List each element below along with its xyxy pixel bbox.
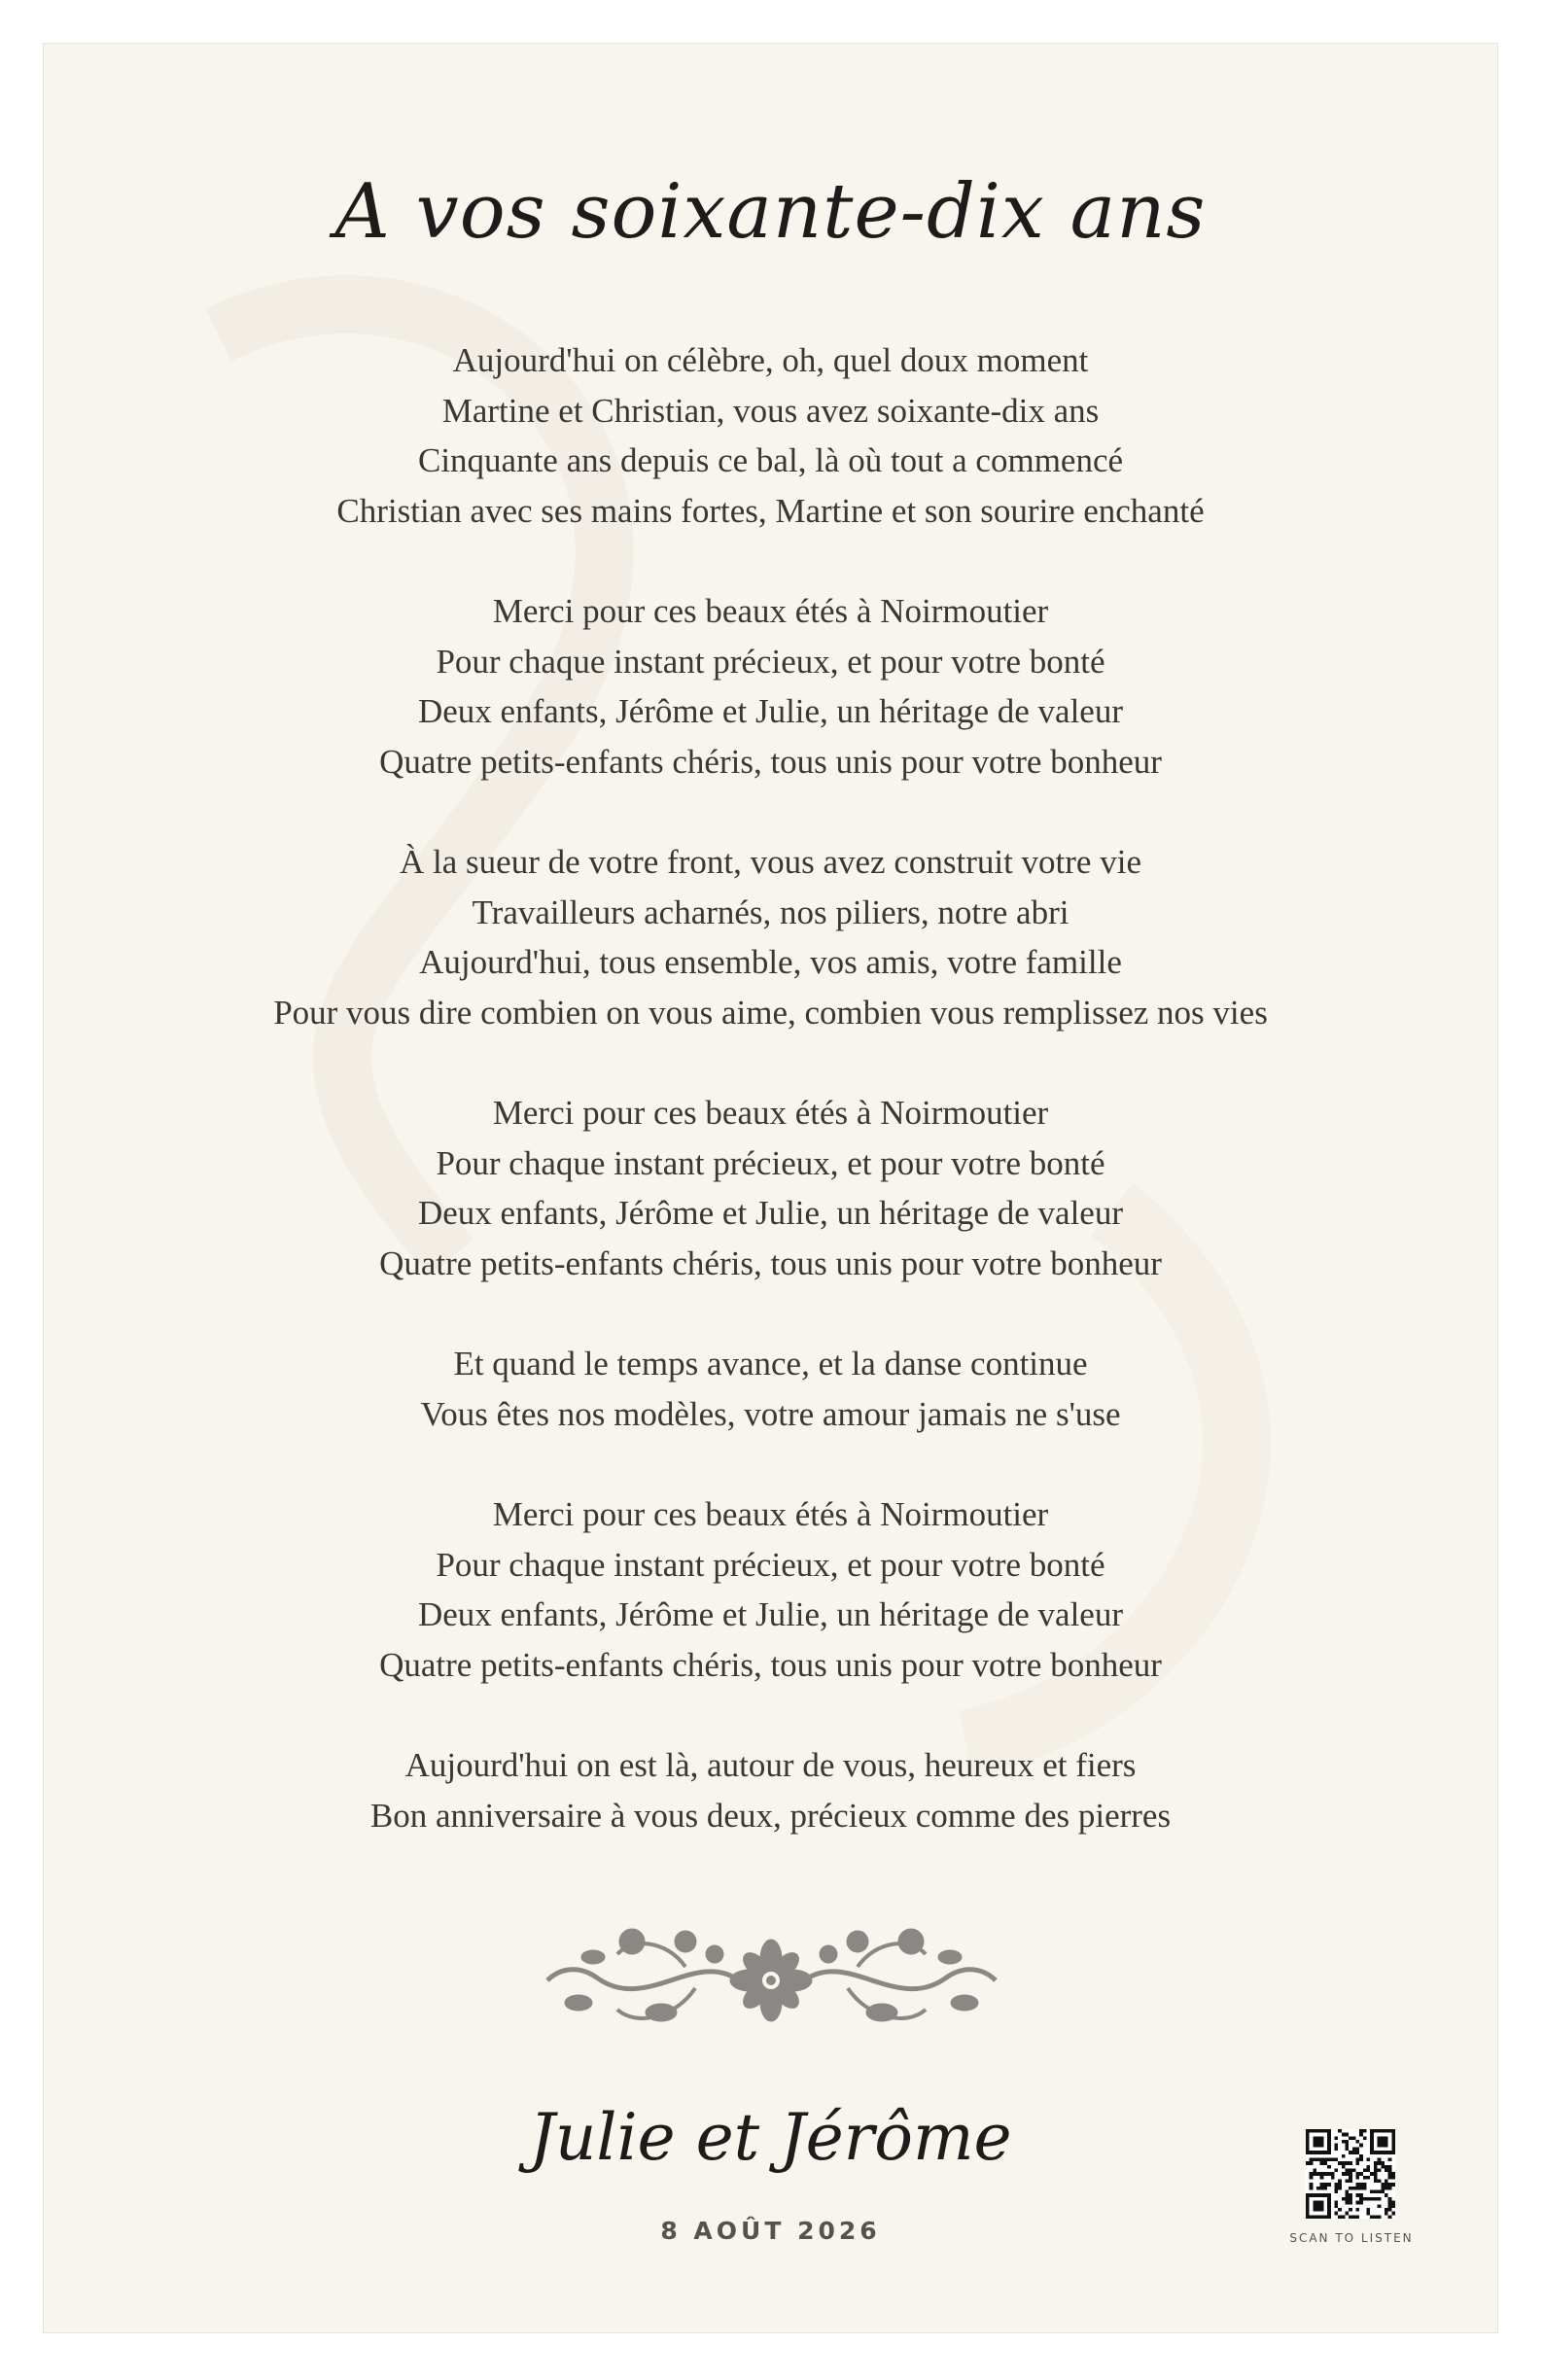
poem-line: Pour chaque instant précieux, et pour votre bonté — [436, 1143, 1105, 1182]
poem-line: Deux enfants, Jérôme et Julie, un héritage de valeur — [417, 692, 1123, 730]
poem-stanza — [44, 1339, 1497, 1439]
poem-line: Deux enfants, Jérôme et Julie, un héritage de valeur — [417, 1194, 1123, 1232]
event-date: 8 AOÛT 2026 — [660, 2217, 881, 2245]
poem-line: Deux enfants, Jérôme et Julie, un héritage de valeur — [417, 1595, 1123, 1633]
poem-line: Quatre petits-enfants chéris, tous unis pour votre bonheur — [379, 742, 1162, 781]
poem-sheet — [43, 43, 1498, 2333]
poem-line: Pour chaque instant précieux, et pour votre bonté — [436, 1545, 1105, 1584]
poem-line: Cinquante ans depuis ce bal, là où tout a commencé — [417, 441, 1124, 479]
poem-stanza — [44, 837, 1497, 1037]
poem-line: Aujourd'hui on est là, autour de vous, heureux et fiers — [404, 1746, 1137, 1784]
qr-code-icon[interactable] — [1306, 2129, 1395, 2219]
poem-line: Travailleurs acharnés, nos piliers, notre abri — [472, 892, 1070, 931]
poem-line: Et quand le temps avance, et la danse continue — [453, 1345, 1088, 1382]
signature: Julie et Jérôme — [529, 2100, 1012, 2175]
poem-title: A vos soixante-dix ans — [334, 168, 1207, 256]
poem-line: Vous êtes nos modèles, votre amour jamais ne s'use — [420, 1394, 1121, 1433]
poem-line: À la sueur de votre front, vous avez construit votre vie — [400, 843, 1141, 881]
poem-line: Pour vous dire combien on vous aime, combien vous remplissez nos vies — [273, 993, 1268, 1032]
poem-stanza — [44, 1088, 1497, 1288]
poem-stanza — [44, 1740, 1497, 1840]
floral-divider-icon — [540, 1920, 1003, 2037]
poem-line: Martine et Christian, vous avez soixante-dix ans — [441, 391, 1100, 430]
poem-stanza — [44, 1489, 1497, 1690]
poem-line: Christian avec ses mains fortes, Martine et son sourire enchanté — [336, 491, 1205, 530]
poem-stanza — [44, 335, 1497, 536]
poem-line: Merci pour ces beaux étés à Noirmoutier — [492, 1495, 1049, 1533]
poem-line: Quatre petits-enfants chéris, tous unis pour votre bonheur — [379, 1645, 1162, 1684]
poem-body — [44, 335, 1497, 1891]
poem-line: Aujourd'hui on célèbre, oh, quel doux moment — [452, 341, 1089, 379]
poem-line: Aujourd'hui, tous ensemble, vos amis, votre famille — [419, 943, 1122, 981]
qr-caption: SCAN TO LISTEN — [1289, 2231, 1414, 2245]
poem-line: Bon anniversaire à vous deux, précieux comme des pierres — [369, 1796, 1172, 1835]
poem-line: Merci pour ces beaux étés à Noirmoutier — [492, 592, 1049, 630]
poem-line: Pour chaque instant précieux, et pour votre bonté — [436, 642, 1105, 681]
poem-line: Merci pour ces beaux étés à Noirmoutier — [492, 1094, 1049, 1132]
poem-stanza — [44, 586, 1497, 787]
poem-line: Quatre petits-enfants chéris, tous unis pour votre bonheur — [379, 1243, 1162, 1282]
